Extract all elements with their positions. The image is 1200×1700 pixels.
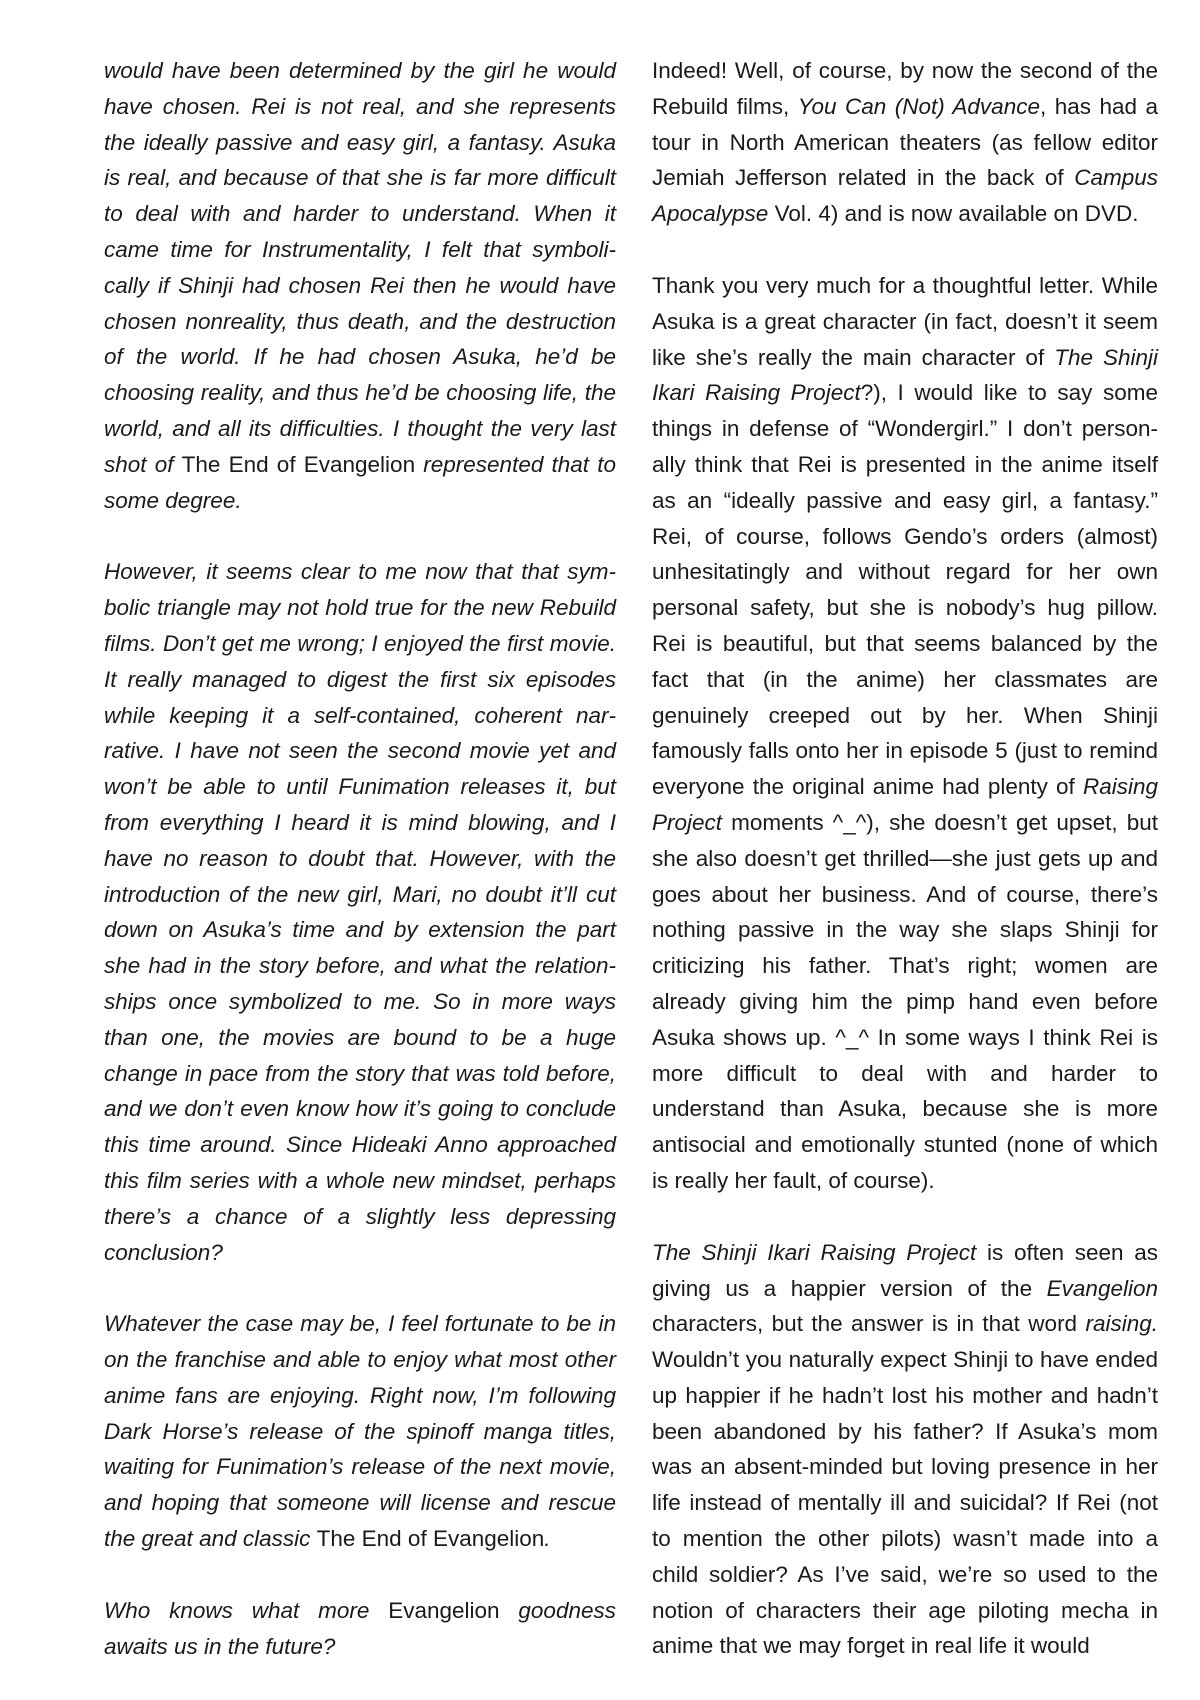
- film-title: The End of Evangelion: [316, 1526, 545, 1552]
- left-paragraph-4: [104, 1593, 616, 1665]
- emphasized-word: raising.: [1085, 1311, 1158, 1337]
- text-run: moments ^_^), she doesn’t get upset, but she also doesn’t get thrilled—she just gets up and goes about her business. And of course, there’s nothing passive in the way she slaps Shinji for criticizing his father. That’s right; women are already giving him the pimp hand even before Asuka shows up. ^_^ In some ways I think Rei is more difficult to deal with and harder to understand than Asuka, because she is more antisocial and emotionally stunted (none of which is really her fault, of course).: [652, 809, 1158, 1193]
- text-run: characters, but the answer is in that word: [652, 1311, 1086, 1337]
- text-run: However, it seems clear to me now that that symbolic triangle may not hold true for the new Rebuild films. Don’t get me wrong; I enjoyed the first movie. It really managed to digest the first six episodes while keeping it a self-contained, coherent narrative. I have not seen the second movie yet and won’t be able to until Funimation releases it, but from everything I heard it is mind blowing, and I have no reason to doubt that. However, with the introduction of the new girl, Mari, no doubt it’ll cut down on Asuka’s time and by extension the part she had in the story before, and what the relationships once symbolized to me. So in more ways than one, the movies are bound to be a huge change in pace from the story that was told before, and we don’t even know how it’s going to conclude this time around. Since Hideaki Anno approached this film series with a whole new mindset, perhaps there’s a chance of a slightly less depressing conclusion?: [104, 559, 616, 1265]
- series-title: Evangelion: [388, 1597, 500, 1623]
- text-run: ?), I would like to say some things in defense of “Wondergirl.” I don’t personally think that Rei is presented in the anime itself as an “ideally passive and easy girl, a fantasy.” Rei, of course, follows Gendo’s orders (almost) unhesitatingly and without regard for her own personal safety, but she is nobody’s hug pillow. Rei is beautiful, but that seems balanced by the fact that (in the anime) her classmates are genuinely creeped out by her. When Shinji famously falls onto her in episode 5 (just to remind everyone the original anime had plenty of: [652, 380, 1158, 800]
- right-text-column: [652, 53, 1158, 1700]
- text-run: is often seen as giving us a happier version of the: [652, 1239, 1158, 1301]
- left-paragraph-2: [104, 554, 616, 1270]
- manga-title: The Shinji Ikari Raising Project: [652, 344, 1158, 406]
- text-run: Whatever the case may be, I feel fortunate to be in on the franchise and able to enjoy what most other anime fans are enjoying. Right now, I’m following Dark Horse’s release of the spinoff manga titles, waiting for Funimation’s release of the next movie, and hoping that someone will license and rescue the great and classic: [104, 1311, 616, 1552]
- right-paragraph-1: [652, 53, 1158, 232]
- right-paragraph-3: [652, 1235, 1158, 1665]
- manga-title: Campus Apocalypse: [652, 165, 1158, 227]
- left-text-column: [104, 53, 616, 1700]
- manga-title: Raising Project: [652, 774, 1158, 835]
- right-paragraph-2: [652, 268, 1158, 1199]
- text-run: goodness awaits us in the future?: [104, 1597, 616, 1659]
- film-title: You Can (Not) Advance: [797, 93, 1040, 119]
- text-run: Wouldn’t you naturally expect Shinji to have ended up happier if he hadn’t lost his mother and hadn’t been abandoned by his father? If Asuka’s mom was an absent-minded but loving presence in her life instead of mentally ill and suicidal? If Rei (not to mention the other pilots) wasn’t made into a child soldier? As I’ve said, we’re so used to the notion of characters their age piloting mecha in anime that we may forget in real life it would: [652, 1347, 1158, 1659]
- left-paragraph-3: [104, 1306, 616, 1557]
- text-run: .: [544, 1526, 551, 1552]
- text-run: Indeed! Well, of course, by now the second of the Rebuild films,: [652, 58, 1158, 119]
- manga-title: The Shinji Ikari Raising Project: [652, 1239, 977, 1265]
- film-title: The End of Evangelion: [181, 451, 416, 477]
- text-run: would have been determined by the girl he would have chosen. Rei is not real, and she represents the ideally passive and easy girl, a fantasy. Asuka is real, and because of that she is far more difficult to deal with and harder to understand. When it came time for Instrumentality, I felt that symbolically if Shinji had chosen Rei then he would have chosen nonreality, thus death, and the destruction of the world. If he had chosen Asuka, he’d be choosing reality, and thus he’d be choosing life, the world, and all its difficulties. I thought the very last shot of: [104, 58, 616, 477]
- left-paragraph-1: [104, 53, 616, 518]
- text-run: , has had a tour in North American theaters (as fellow editor Jemiah Jefferson related in the back of: [652, 93, 1158, 191]
- series-title: Evangelion: [1046, 1275, 1158, 1301]
- text-run: Who knows what more: [104, 1597, 389, 1623]
- text-run: Thank you very much for a thoughtful letter. While Asuka is a great character (in fact, doesn’t it seem like she’s really the main character of: [652, 272, 1158, 370]
- text-run: Vol. 4) and is now available on DVD.: [768, 201, 1139, 227]
- text-run: represented that to some degree.: [104, 451, 616, 513]
